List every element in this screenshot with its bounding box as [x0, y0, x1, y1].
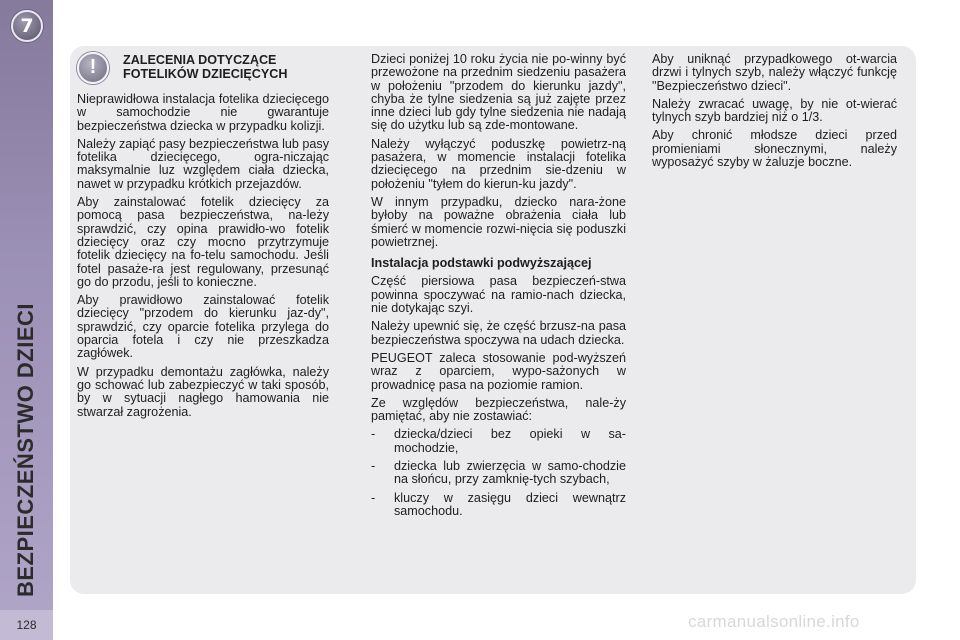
- list-dash: -: [371, 427, 376, 442]
- list-item-text: dziecka lub zwierzęcia w samo-chodzie na słońcu, przy zamknię-tych szybach,: [394, 459, 626, 487]
- list-item-text: dziecka/dzieci bez opieki w sa-mochodzie,: [394, 427, 626, 455]
- heading-line-2: FOTELIKÓW DZIECIĘCYCH: [123, 67, 288, 81]
- page-number: 128: [16, 618, 37, 632]
- paragraph: Należy upewnić się, że część brzusz-na pasa bezpieczeństwa spoczywa na udach dziecka.: [371, 319, 626, 347]
- list-item-text: kluczy w zasięgu dzieci wewnątrz samochodu.: [394, 490, 626, 518]
- paragraph: W przypadku demontażu zagłówka, należy go schować lub zabezpieczyć w taki sposób, by w sytuacji nagłego hamowania nie stwarzał zagrożenia.: [77, 364, 329, 419]
- paragraph: W innym przypadku, dziecko nara-żone byłoby na poważne obrażenia ciała lub śmierć w momencie rozwi-nięcia się poduszki powietrznej.: [371, 194, 626, 249]
- column-1: [77, 93, 329, 424]
- chapter-number-badge: [11, 10, 43, 42]
- paragraph: Należy zapiąć pasy bezpieczeństwa lub pasy fotelika dziecięcego, ogra-niczając maksymalnie luz względem ciała dziecka, nawet w przypadku krótkich przejazdów.: [77, 136, 330, 191]
- watermark: carmanualsonline.info: [688, 612, 860, 631]
- column-3: [652, 53, 897, 174]
- paragraph: Aby chronić młodsze dzieci przed promieniami słonecznymi, należy wyposażyć szyby w żaluzje boczne.: [652, 128, 897, 170]
- section-title: BEZPIECZEŃSTWO DZIECI: [13, 302, 38, 598]
- list-dash: -: [371, 459, 376, 474]
- paragraph: Dzieci poniżej 10 roku życia nie po-winny być przewożone na przednim siedzeniu pasażera w położeniu "przodem do kierunku jazdy", chyba że tylne siedzenia są już zajęte przez inne dzieci lub gdy tylne siedzenia nie nadają się do użytku lub są zde-montowane.: [371, 52, 626, 133]
- chapter-sidebar: [0, 0, 53, 640]
- list-dash: -: [371, 490, 376, 505]
- paragraph: Należy wyłączyć poduszkę powietrz-ną pasażera, w momencie instalacji fotelika dziecięcego na przednim sie-dzeniu w położeniu "tyłem do kierun-ku jazdy".: [371, 136, 626, 191]
- booster-seat-subheading: Instalacja podstawki podwyższającej: [371, 256, 592, 271]
- paragraph: Ze względów bezpieczeństwa, nale-ży pamiętać, aby nie zostawiać:: [371, 395, 626, 424]
- paragraph: Aby uniknąć przypadkowego ot-warcia drzwi i tylnych szyb, należy włączyć funkcję "Bezpieczeństwo dzieci".: [652, 52, 897, 93]
- warning-icon: [77, 52, 109, 84]
- paragraph: PEUGEOT zaleca stosowanie pod-wyższeń wraz z oparciem, wypo-sażonych w prowadnicę pasa na poziomie ramion.: [371, 350, 626, 392]
- list-item: [371, 428, 626, 455]
- paragraph: Aby prawidłowo zainstalować fotelik dziecięcy "przodem do kierunku jaz-dy", sprawdzić, czy oparcie fotelika przylega do oparcia fotela i czy nie przeszkadza zagłówek.: [77, 293, 329, 361]
- chapter-number: 7: [20, 15, 34, 37]
- paragraph: Część piersiowa pasa bezpieczeń-stwa powinna spoczywać na ramio-nach dziecka, nie dotykając szyi.: [371, 274, 626, 316]
- do-not-leave-list: [371, 428, 626, 518]
- paragraph: Nieprawidłowa instalacja fotelika dziecięcego w samochodzie nie gwarantuje bezpieczeństwa dziecka w przypadku kolizji.: [77, 92, 329, 133]
- column-2: [371, 53, 626, 523]
- paragraph: Aby zainstalować fotelik dziecięcy za pomocą pasa bezpieczeństwa, na-leży sprawdzić, czy opina prawidło-wo fotelik dziecięcy oraz czy mocno przytrzymuje fotelik dziecięcy na fo-telu samochodu. Jeśli fotel pasaże-ra jest regulowany, przesunąć go do przodu, jeśli to konieczne.: [77, 195, 329, 289]
- warning-icon-glyph: !: [89, 56, 97, 78]
- section-heading: [123, 53, 287, 81]
- paragraph: Należy zwracać uwagę, by nie ot-wierać tylnych szyb bardziej niż o 1/3.: [652, 96, 897, 125]
- list-item: [371, 460, 626, 487]
- list-item: [371, 492, 626, 519]
- heading-line-1: ZALECENIA DOTYCZĄCE: [123, 53, 277, 67]
- page-number-box: [0, 610, 53, 640]
